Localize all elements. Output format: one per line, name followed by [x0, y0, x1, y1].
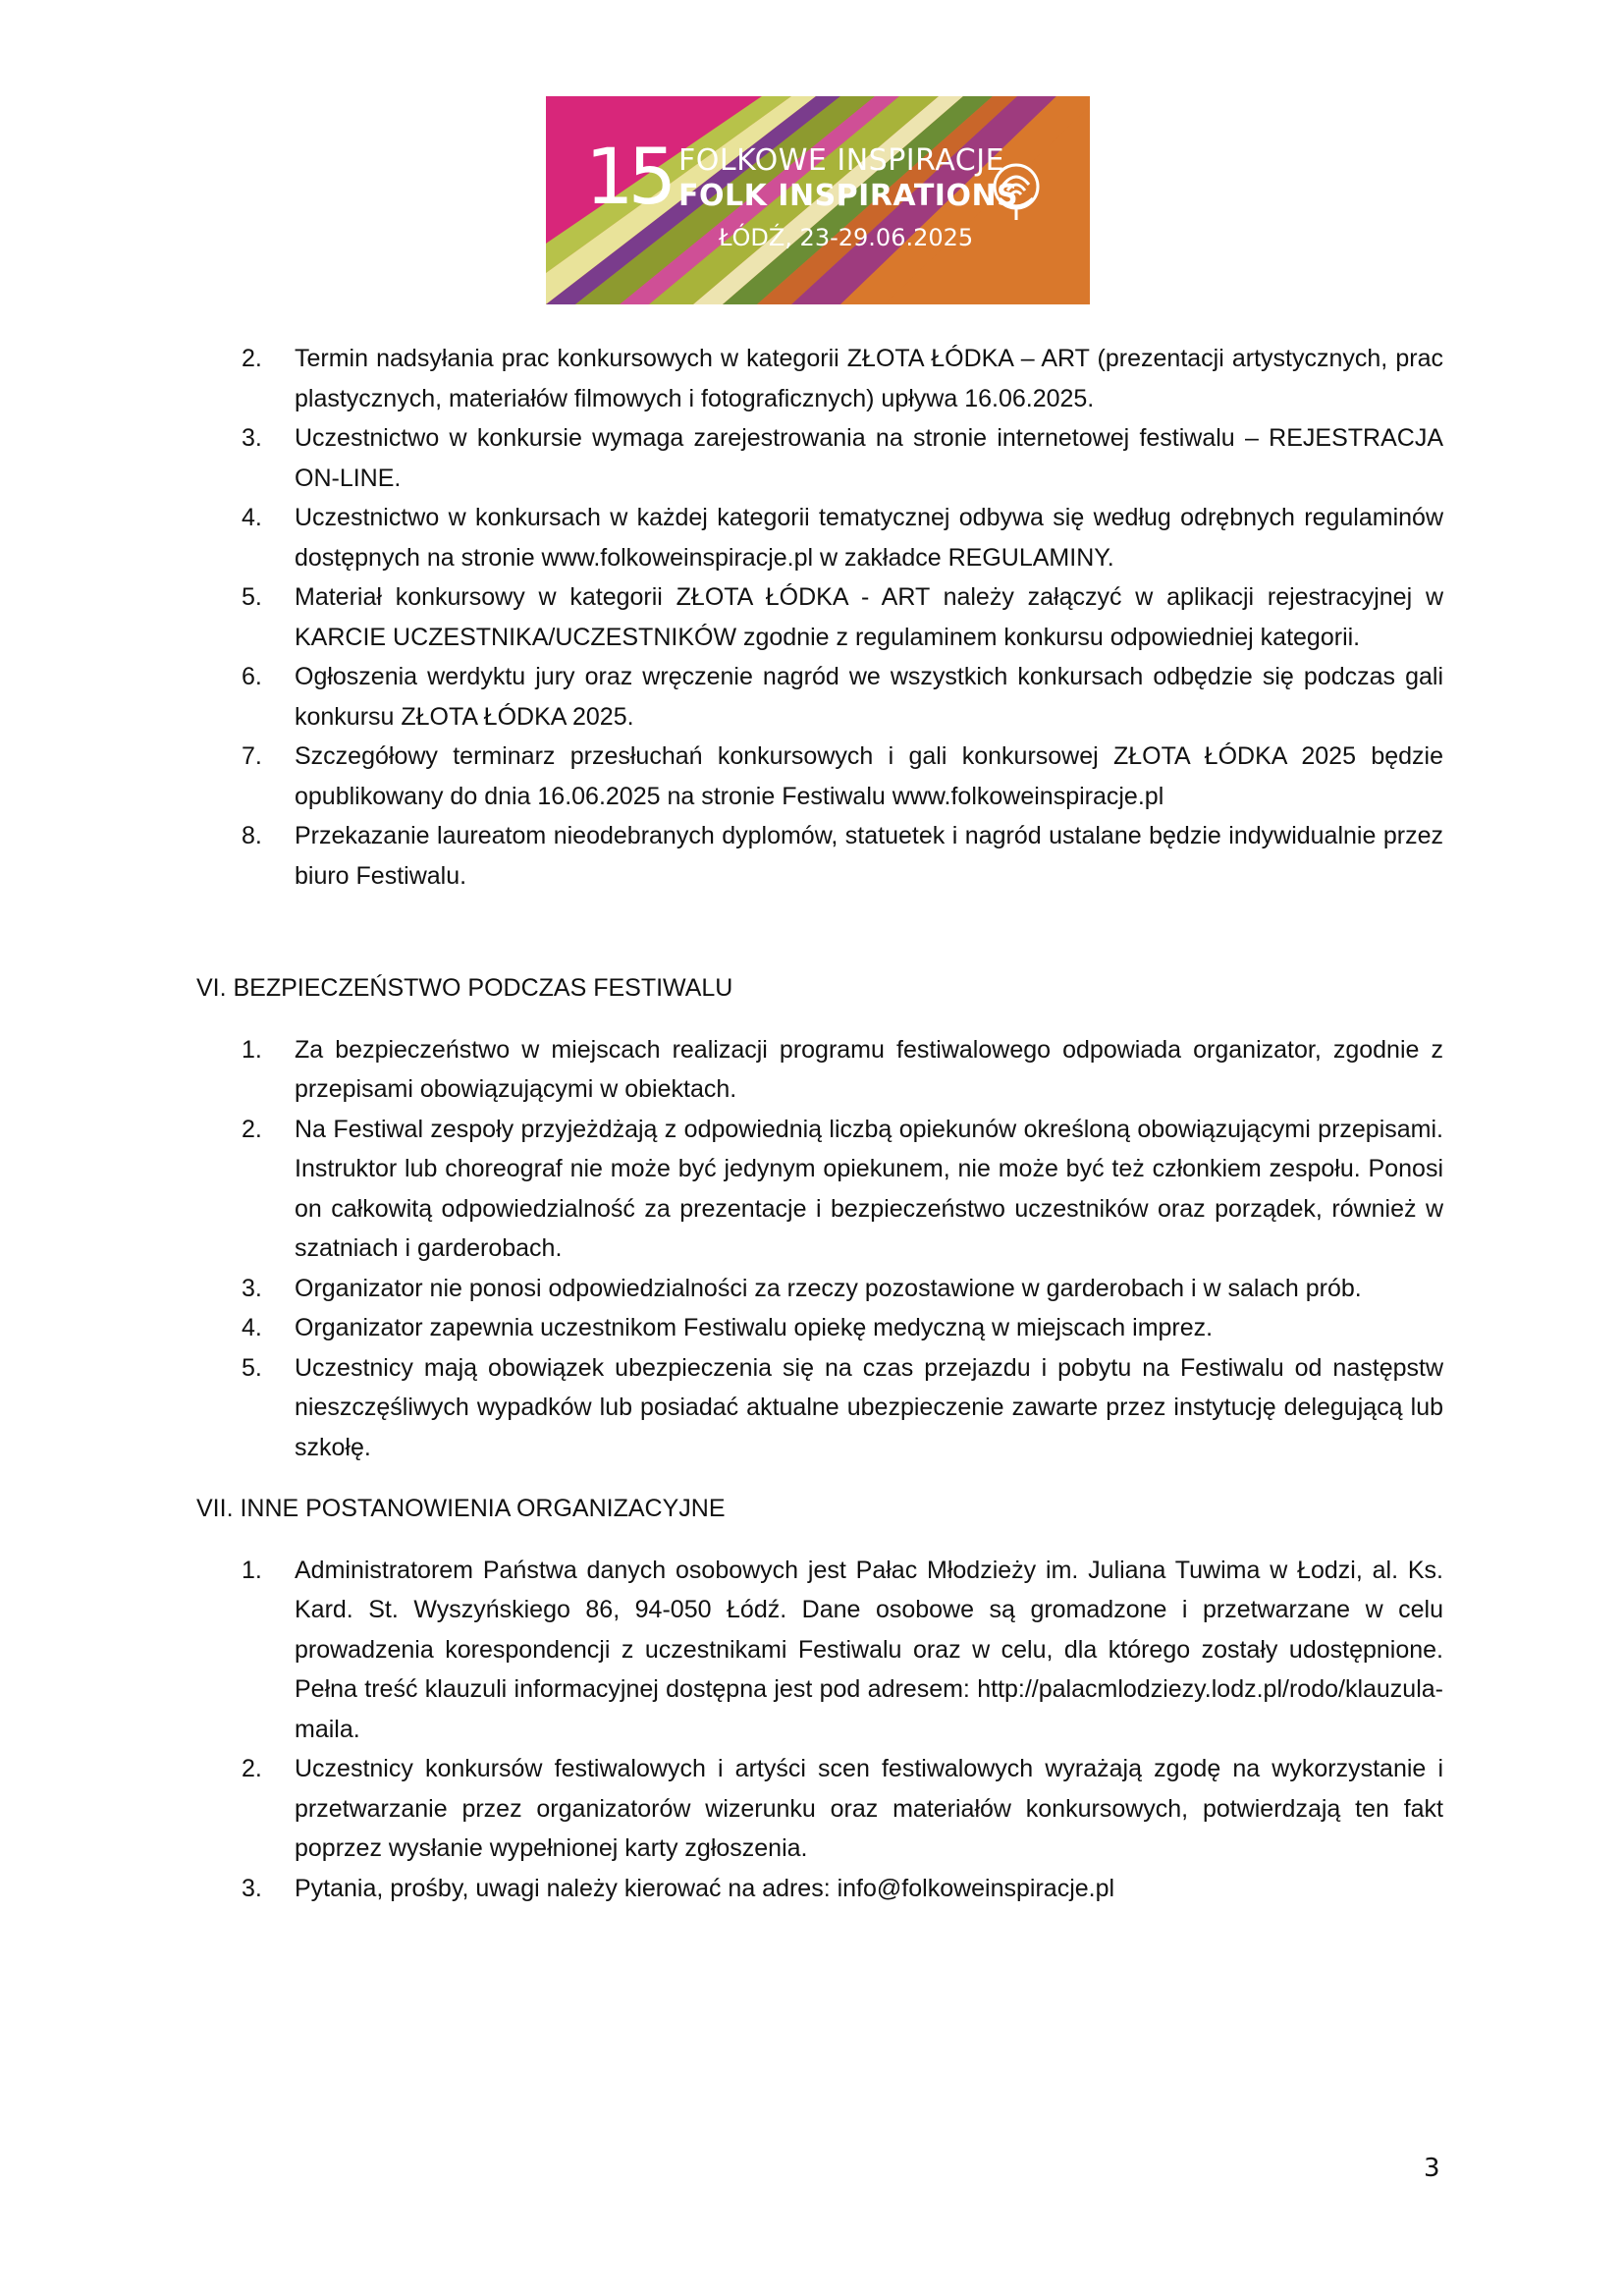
list-item: [242, 657, 1443, 737]
document-body: [196, 339, 1443, 1908]
list-item-text: Organizator zapewnia uczestnikom Festiwalu opiekę medyczną w miejscach imprez.: [295, 1314, 1214, 1341]
list-item-text: Pytania, prośby, uwagi należy kierować na adres: info@folkoweinspiracje.pl: [295, 1874, 1115, 1902]
list-item-number: 6.: [242, 663, 262, 690]
rose-icon: [982, 155, 1051, 224]
list-item-text: Przekazanie laureatom nieodebranych dyplomów, statuetek i nagród ustalane będzie indywidualnie przez biuro Festiwalu.: [295, 822, 1443, 890]
list-item-text: Uczestnictwo w konkursach w każdej kategorii tematycznej odbywa się według odrębnych regulaminów dostępnych na stronie www.folkoweinspiracje.pl w zakładce REGULAMINY.: [295, 504, 1443, 572]
list-item-text: Szczegółowy terminarz przesłuchań konkursowych i gali konkursowej ZŁOTA ŁÓDKA 2025 będzie opublikowany do dnia 16.06.2025 na stronie Festiwalu www.folkoweinspiracje.pl: [295, 742, 1443, 810]
page-number: 3: [1424, 2154, 1440, 2183]
banner-title-pl: FOLKOWE INSPIRACJE: [678, 143, 1005, 178]
section-heading-other: VII. INNE POSTANOWIENIA ORGANIZACYJNE: [196, 1495, 726, 1522]
list-item-number: 3.: [242, 424, 262, 452]
list-item-number: 2.: [242, 1755, 262, 1782]
list-item-text: Uczestnicy mają obowiązek ubezpieczenia się na czas przejazdu i pobytu na Festiwalu od następstw nieszczęśliwych wypadków lub posiadać aktualne ubezpieczenie zawarte przez instytucję delegującą lub szkołę.: [295, 1353, 1443, 1461]
list-item: [242, 1348, 1443, 1468]
list-item-text: Materiał konkursowy w kategorii ZŁOTA ŁÓDKA - ART należy załączyć w aplikacji rejestracyjnej w KARCIE UCZESTNIKA/UCZESTNIKÓW zgodnie z regulaminem konkursu odpowiedniej kategorii.: [295, 583, 1443, 651]
list-item: [242, 1308, 1443, 1348]
festival-banner: [546, 96, 1090, 304]
list-item: [242, 816, 1443, 896]
list-item-text: Ogłoszenia werdyktu jury oraz wręczenie nagród we wszystkich konkursach odbędzie się podczas gali konkursu ZŁOTA ŁÓDKA 2025.: [295, 663, 1443, 731]
list-item-number: 5.: [242, 583, 262, 611]
list-item: [242, 1749, 1443, 1869]
list-item-text: Uczestnictwo w konkursie wymaga zarejestrowania na stronie internetowej festiwalu – REJESTRACJA ON-LINE.: [295, 424, 1443, 492]
list-item: [242, 1869, 1443, 1909]
list-item-number: 2.: [242, 1115, 262, 1143]
list-item-number: 8.: [242, 822, 262, 849]
list-item-text: Administratorem Państwa danych osobowych jest Pałac Młodzieży im. Juliana Tuwima w Łodzi, al. Ks. Kard. St. Wyszyńskiego 86, 94-050 Łódź. Dane osobowe są gromadzone i przetwarzane w celu prowadzenia korespondencji z uczestnikami Festiwalu oraz w celu, dla którego zostały udostępnione. Pełna treść klauzuli informacyjnej dostępna jest pod adresem: http://palacmlodziezy.lodz.pl/rodo/klauzula-maila.: [295, 1556, 1443, 1743]
list-item: [242, 498, 1443, 577]
list-other: [196, 1551, 1443, 1909]
banner-title-en: FOLK INSPIRATIONS: [678, 179, 1019, 213]
list-item-number: 5.: [242, 1353, 262, 1382]
list-item-text: Organizator nie ponosi odpowiedzialności za rzeczy pozostawione w garderobach i w salach prób.: [295, 1274, 1362, 1302]
list-item-text: Za bezpieczeństwo w miejscach realizacji programu festiwalowego odpowiada organizator, zgodnie z przepisami obowiązującymi w obiektach.: [295, 1035, 1443, 1103]
list-item: [242, 737, 1443, 816]
list-item: [242, 1551, 1443, 1750]
list-item: [242, 1110, 1443, 1269]
list-safety: [196, 1030, 1443, 1468]
list-continuation: [196, 339, 1443, 896]
list-item: [242, 418, 1443, 498]
list-item-number: 1.: [242, 1556, 262, 1584]
list-item: [242, 577, 1443, 657]
banner-date: ŁÓDŹ, 23-29.06.2025: [719, 224, 974, 251]
list-item-number: 7.: [242, 742, 262, 770]
list-item: [242, 1269, 1443, 1309]
banner-number: 15: [585, 134, 672, 222]
list-item-text: Uczestnicy konkursów festiwalowych i artyści scen festiwalowych wyrażają zgodę na wykorzystanie i przetwarzanie przez organizatorów wizerunku oraz materiałów konkursowych, potwierdzają ten fakt poprzez wysłanie wypełnionej karty zgłoszenia.: [295, 1755, 1443, 1862]
section-heading-safety: VI. BEZPIECZEŃSTWO PODCZAS FESTIWALU: [196, 974, 733, 1002]
list-item: [242, 339, 1443, 418]
list-item-number: 3.: [242, 1874, 262, 1902]
list-item-number: 1.: [242, 1035, 262, 1064]
list-item-text: Termin nadsyłania prac konkursowych w kategorii ZŁOTA ŁÓDKA – ART (prezentacji artystycznych, prac plastycznych, materiałów filmowych i fotograficznych) upływa 16.06.2025.: [295, 345, 1443, 412]
banner-text: [546, 96, 1090, 304]
list-item-number: 3.: [242, 1274, 262, 1302]
list-item-number: 4.: [242, 1314, 262, 1341]
list-item-number: 2.: [242, 345, 262, 372]
list-item-text: Na Festiwal zespoły przyjeżdżają z odpowiednią liczbą opiekunów określoną obowiązującymi przepisami. Instruktor lub choreograf nie może być jedynym opiekunem, nie może być też członkiem zespołu. Ponosi on całkowitą odpowiedzialność za prezentacje i bezpieczeństwo uczestników oraz porządek, również w szatniach i garderobach.: [295, 1115, 1443, 1262]
list-item: [242, 1030, 1443, 1110]
list-item-number: 4.: [242, 504, 262, 531]
